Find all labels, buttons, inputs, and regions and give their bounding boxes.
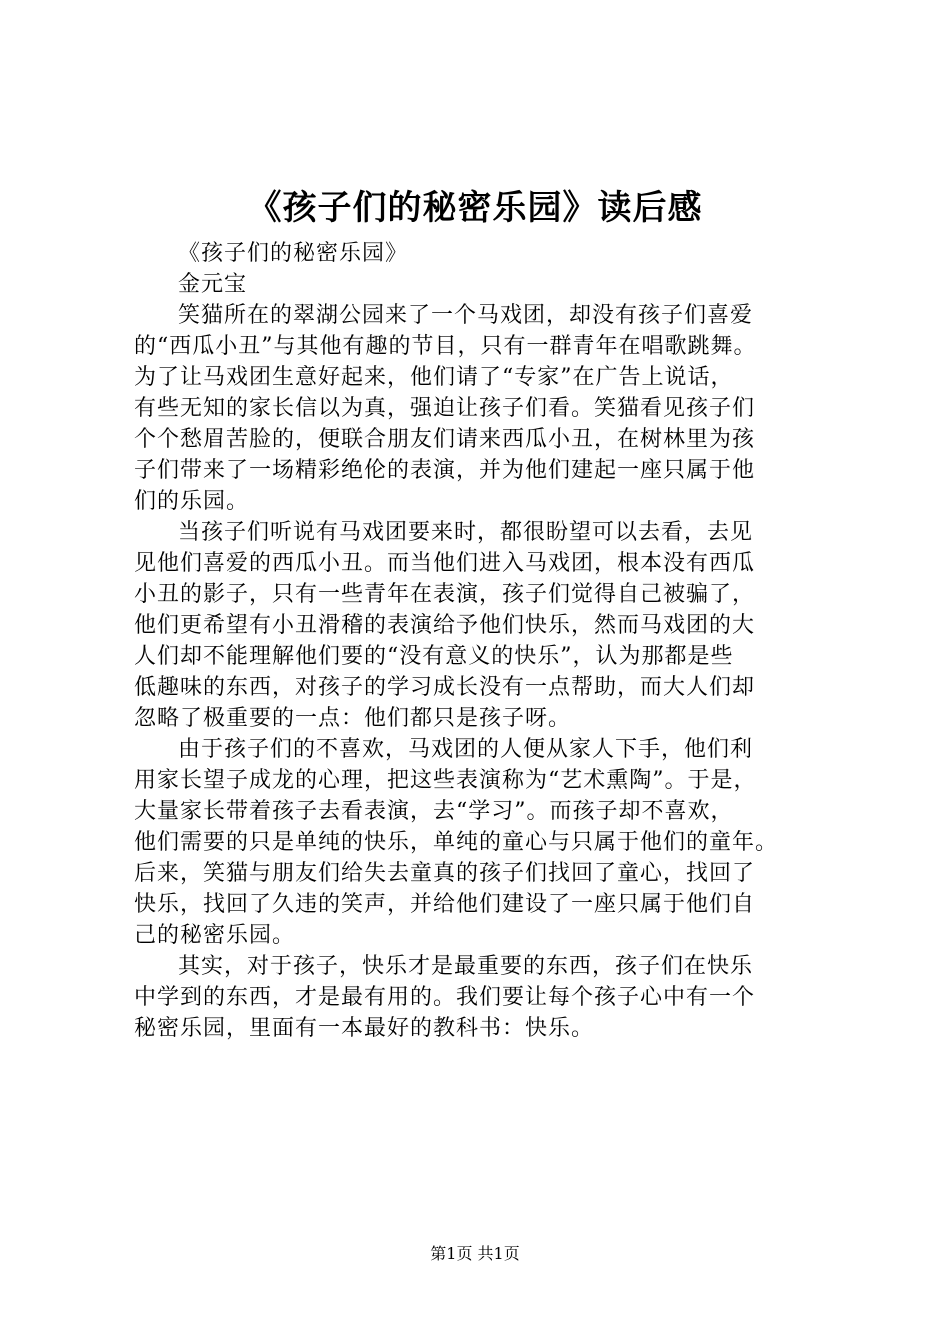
- body-line: 中学到的东西，才是最有用的。我们要让每个孩子心中有一个: [134, 985, 756, 1010]
- body-line: 见他们喜爱的西瓜小丑。而当他们进入马戏团，根本没有西瓜: [134, 551, 756, 576]
- body-line: 小丑的影子，只有一些青年在表演，孩子们觉得自己被骗了，: [134, 582, 756, 607]
- body-line: 快乐，找回了久违的笑声，并给他们建设了一座只属于他们自: [134, 892, 756, 917]
- body-line: 大量家长带着孩子去看表演，去“学习”。而孩子却不喜欢，: [134, 799, 734, 824]
- body-line: 有些无知的家长信以为真，强迫让孩子们看。笑猫看见孩子们: [134, 396, 756, 421]
- body-line: 他们需要的只是单纯的快乐，单纯的童心与只属于他们的童年。: [134, 830, 779, 855]
- page-footer: 第1页 共1页: [430, 1244, 520, 1263]
- body-lines: [134, 300, 834, 1044]
- body-line: 己的秘密乐园。: [134, 923, 296, 948]
- body-line: 子们带来了一场精彩绝伦的表演，并为他们建起一座只属于他: [134, 458, 756, 483]
- body-line: 为了让马戏团生意好起来，他们请了“专家”在广告上说话，: [134, 365, 734, 390]
- body-line: 他们更希望有小丑滑稽的表演给予他们快乐，然而马戏团的大: [134, 613, 756, 638]
- body-line: 秘密乐园，里面有一本最好的教科书：快乐。: [134, 1016, 595, 1041]
- body-line: 们的乐园。: [134, 489, 250, 514]
- body-line: 个个愁眉苦脸的，便联合朋友们请来西瓜小丑，在树林里为孩: [134, 427, 756, 452]
- body-line: 其实，对于孩子，快乐才是最重要的东西，孩子们在快乐: [178, 954, 754, 979]
- body-line: 后来，笑猫与朋友们给失去童真的孩子们找回了童心，找回了: [134, 861, 756, 886]
- body-line: 忽略了极重要的一点：他们都只是孩子呀。: [134, 706, 572, 731]
- author-line: 金元宝: [178, 272, 248, 297]
- book-title-line: 《孩子们的秘密乐园》: [178, 241, 409, 266]
- body-line: 用家长望子成龙的心理，把这些表演称为“艺术熏陶”。于是，: [134, 768, 757, 793]
- document-body: [134, 238, 834, 1044]
- document-title: 《孩子们的秘密乐园》读后感: [247, 188, 703, 228]
- body-line: 低趣味的东西，对孩子的学习成长没有一点帮助，而大人们却: [134, 675, 756, 700]
- body-line: 当孩子们听说有马戏团要来时，都很盼望可以去看，去见: [178, 520, 754, 545]
- body-line: 人们却不能理解他们要的“没有意义的快乐”，认为那都是些: [134, 644, 734, 669]
- body-line: 的“西瓜小丑”与其他有趣的节目，只有一群青年在唱歌跳舞。: [134, 334, 757, 359]
- body-line: 笑猫所在的翠湖公园来了一个马戏团，却没有孩子们喜爱: [178, 303, 754, 328]
- body-line: 由于孩子们的不喜欢，马戏团的人便从家人下手，他们利: [178, 737, 754, 762]
